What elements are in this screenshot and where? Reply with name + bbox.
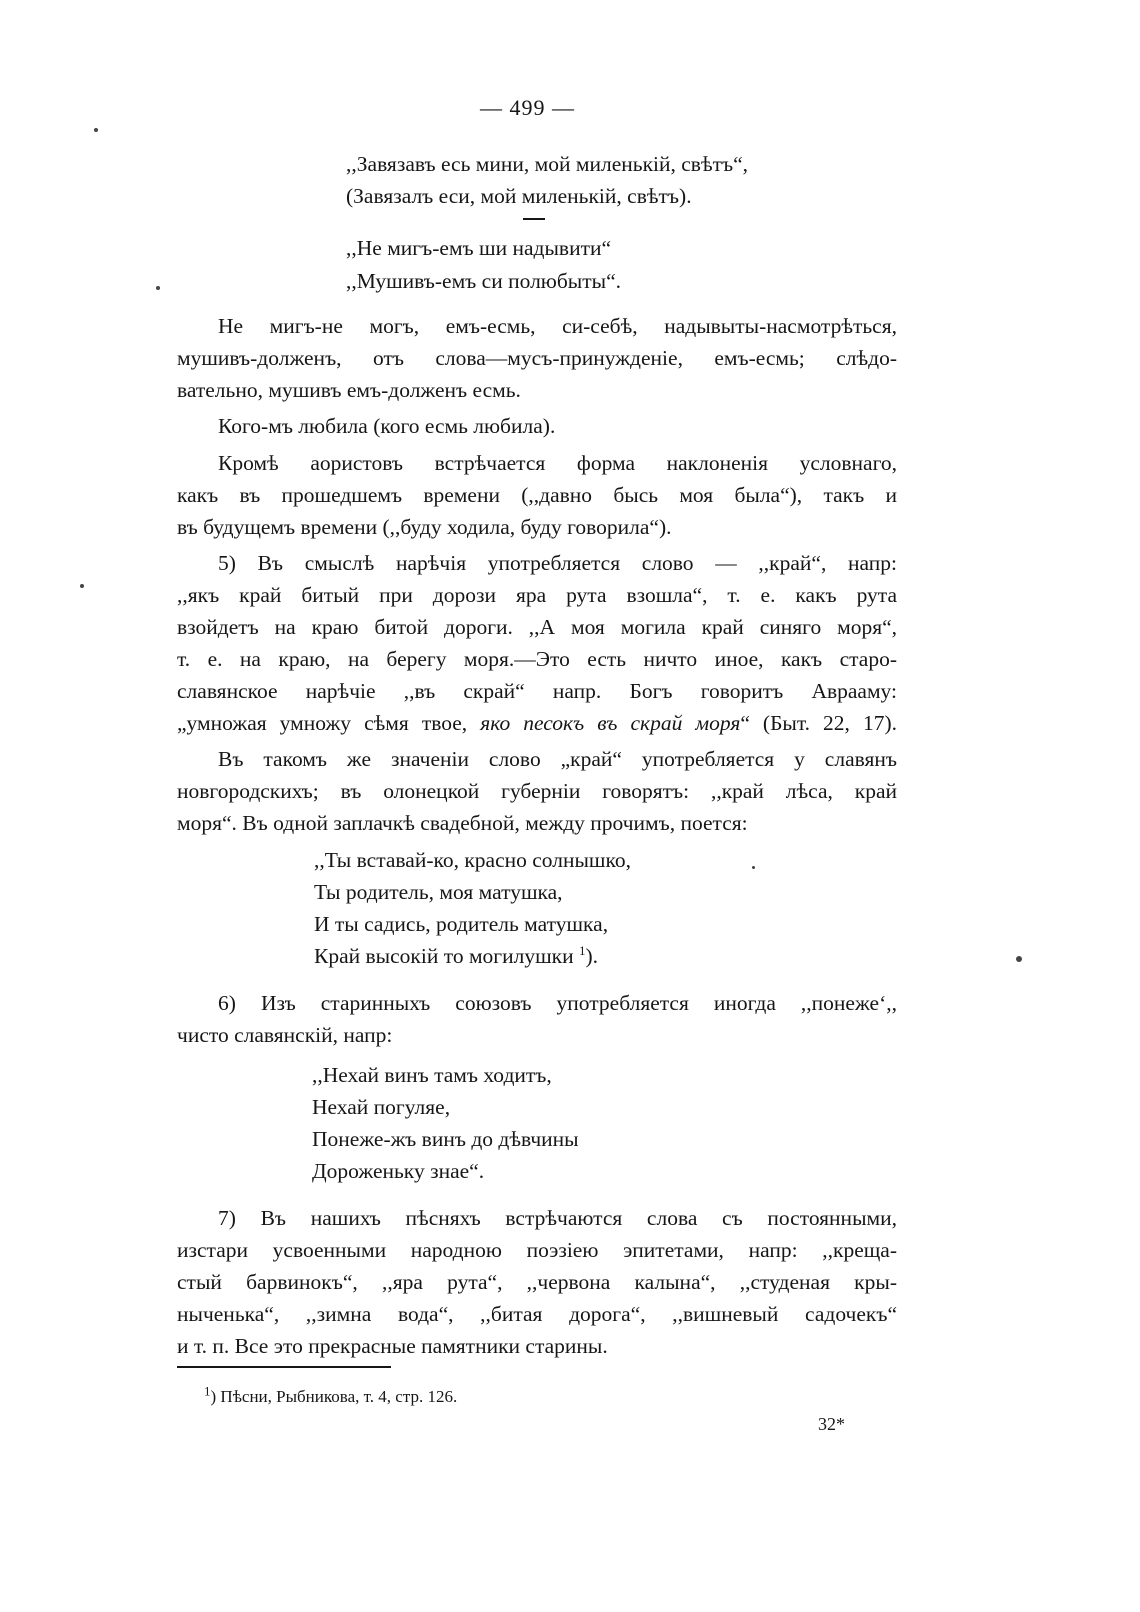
section-dash [523, 218, 545, 220]
paragraph-line: Кого-мъ любила (кого есмь любила). [218, 414, 556, 438]
verse-line: Нехай погуляе, [312, 1095, 451, 1119]
verse-text: Край высокій то могилушки [314, 944, 574, 968]
paragraph-line: Не мигъ-не могъ, емъ-есмь, си-себѣ, надывыты-насмотрѣться, [218, 314, 897, 338]
scan-speck [94, 128, 98, 132]
verse-line: Понеже-жъ винъ до дѣвчины [312, 1127, 579, 1151]
paragraph-line: чисто славянскій, напр: [177, 1023, 393, 1047]
footnote-number: 1 [204, 1383, 211, 1399]
paragraph-line: мушивъ-долженъ, отъ слова—мусъ-принужденіе, емъ-есмь; слѣдо- [177, 346, 897, 370]
quote-text: „умножая умножу сѣмя твое, [177, 711, 481, 735]
paragraph-line: моря“. Въ одной заплачкѣ свадебной, между прочимъ, поется: [177, 811, 748, 835]
paragraph-line: 5) Въ смыслѣ нарѣчія употребляется слово — ,,край“, напр: [218, 551, 897, 575]
verse-line: ,,Не мигъ-емъ ши надывити“ [346, 236, 612, 260]
paragraph-line: вательно, мушивъ емъ-долженъ есмь. [177, 378, 521, 402]
page-number: — 499 — [480, 95, 575, 120]
paragraph-line: Кромѣ аористовъ встрѣчается форма наклоненія условнаго, [218, 451, 897, 475]
verse-line: ,,Нехай винъ тамъ ходитъ, [312, 1063, 552, 1087]
scan-speck [80, 584, 84, 588]
paragraph-line: ,,якъ край битый при дорози яра рута взошла“, т. е. какъ рута [177, 583, 897, 607]
scan-speck [1016, 956, 1022, 962]
verse-line: ,,Мушивъ-емъ си полюбыты“. [346, 269, 622, 293]
footnote-text: ) Пѣсни, Рыбникова, т. 4, стр. 126. [210, 1387, 458, 1406]
verse-line: Дороженьку знае“. [312, 1159, 485, 1183]
verse-line: ,,Ты вставай-ко, красно солнышко, [314, 848, 631, 872]
paragraph-line: ныченька“, ,,зимна вода“, ,,битая дорога“, ,,вишневый садочекъ“ [177, 1302, 897, 1326]
paragraph-line: и т. п. Все это прекрасные памятники старины. [177, 1334, 608, 1358]
verse-line: (Завязалъ еси, мой миленькій, свѣтъ). [346, 184, 692, 208]
paragraph-line: 6) Изъ старинныхъ союзовъ употребляется иногда ,,понеже‘,, [218, 991, 897, 1015]
paragraph-line: стый барвинокъ“, ,,яра рута“, ,,червона калына“, ,,студеная кры- [177, 1270, 897, 1294]
verse-line: И ты садись, родитель матушка, [314, 912, 609, 936]
paragraph-line: 7) Въ нашихъ пѣсняхъ встрѣчаются слова съ постоянными, [218, 1206, 897, 1230]
paragraph-line: Въ такомъ же значеніи слово „край“ употребляется у славянъ [218, 747, 897, 771]
italic-quote: яко песокъ въ скрай моря [480, 711, 741, 735]
verse-line [314, 940, 598, 973]
scan-speck [156, 286, 160, 290]
citation: “ (Быт. 22, 17). [740, 711, 897, 735]
verse-line: ,,Завязавъ есь мини, мой миленькій, свѣтъ“, [346, 152, 749, 176]
paragraph-line: славянское нарѣчіе ,,въ скрай“ напр. Богъ говоритъ Аврааму: [177, 679, 897, 703]
paragraph-line [177, 707, 897, 740]
paragraph-line: какъ въ прошедшемъ времени (,,давно бысь моя была“), такъ и [177, 483, 897, 507]
verse-line: Ты родитель, моя матушка, [314, 880, 563, 904]
footnote-marker: 1 [578, 942, 586, 958]
printer-signature: 32* [818, 1414, 845, 1434]
footnote-rule [177, 1366, 391, 1368]
scan-speck [752, 866, 755, 869]
verse-end: ). [585, 944, 599, 968]
paragraph-line: новгородскихъ; въ олонецкой губерніи говорятъ: ,,край лѣса, край [177, 779, 897, 803]
paragraph-line: взойдетъ на краю битой дороги. ,,А моя могила край синяго моря“, [177, 615, 897, 639]
paragraph-line: въ будущемъ времени (,,буду ходила, буду говорила“). [177, 515, 672, 539]
paragraph-line: т. е. на краю, на берегу моря.—Это есть ничто иное, какъ старо- [177, 647, 897, 671]
paragraph-line: изстари усвоенными народною поэзіею эпитетами, напр: ,,креща- [177, 1238, 897, 1262]
footnote [204, 1383, 458, 1408]
